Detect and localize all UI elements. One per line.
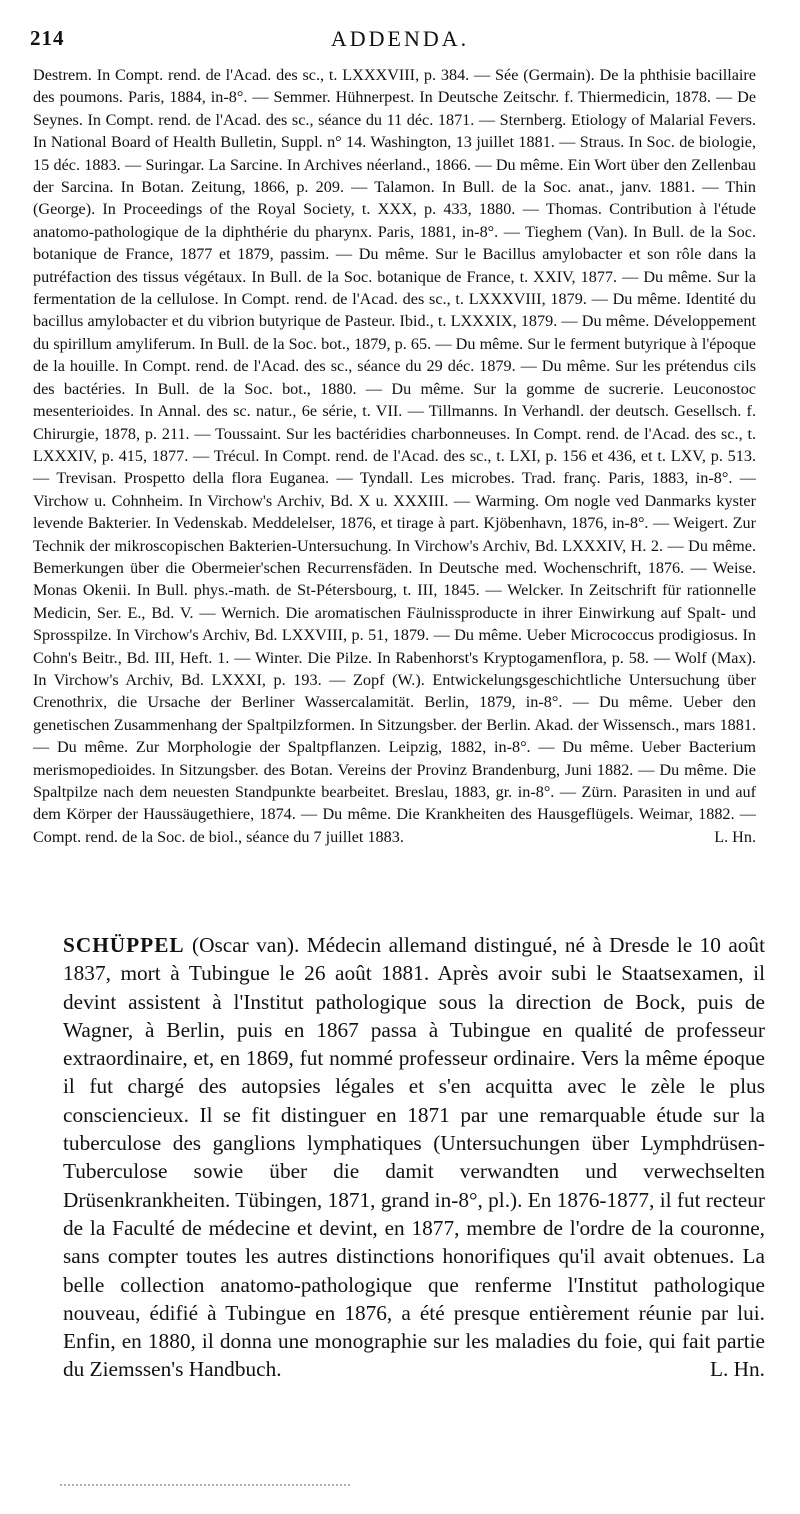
entry-text: (Oscar van). Médecin allemand distingué, né à Dresde le 10 août 1837, mort à Tubingue le 26 août 1881. Après avoir subi le Staatsexamen, il devint assistent à l'Institut pathologique sous la direction de Bock, puis de Wagner, à Berlin, puis en 1867 passa à Tubingue en qualité de professeur extraordinaire, et, en 1869, fut nommé professeur ordinaire. Vers la même époque il fut chargé des autopsies légales et s'en acquitta avec le zèle le plus consciencieux. Il se fit distinguer en 1871 par une remarquable étude sur la tuberculose des ganglions lymphatiques (Untersuchungen über Lymphdrüsen-Tuberculose sowie über die damit verwandten und verwechselten Drüsenkrankheiten. Tübingen, 1871, grand in-8°, pl.). En 1876-1877, il fut recteur de la Faculté de médecine et devint, en 1877, membre de l'ordre de la couronne, sans compter toutes les autres distinctions honorifiques qu'il avait obtenues. La belle collection anatomo-pathologique que renferme l'Institut pathologique nouveau, édifié à Tubingue en 1876, a été presque entièrement réunie par lui. Enfin, en 1880, il donna une monographie sur les maladies du foie, qui fait partie du Ziemssen's Handbuch. xyxy=(63,933,765,1382)
footer-divider xyxy=(60,1484,350,1486)
page-header xyxy=(30,26,770,56)
page-number: 214 xyxy=(30,26,65,50)
bibliography-text: Destrem. In Compt. rend. de l'Acad. des sc., t. LXXXVIII, p. 384. — Sée (Germain). De la phthisie bacillaire des poumons. Paris, 1884, in-8°. — Semmer. Hühnerpest. In Deutsche Zeitschr. f. Thiermedicin, 1878. — De Seynes. In Compt. rend. de l'Acad. des sc., séance du 11 déc. 1871. — Sternberg. Etiology of Malarial Fevers. In National Board of Health Bulletin, Suppl. n° 14. Washington, 13 juillet 1881. — Straus. In Soc. de biologie, 15 déc. 1883. — Suringar. La Sarcine. In Archives néerland., 1866. — Du même. Ein Wort über den Zellenbau der Sarcina. In Botan. Zeitung, 1866, p. 209. — Talamon. In Bull. de la Soc. anat., janv. 1881. — Thin (George). In Proceedings of the Royal Society, t. XXX, p. 433, 1880. — Thomas. Contribution à l'étude anatomo-pathologique de la diphthérie du pharynx. Paris, 1881, in-8°. — Tieghem (Van). In Bull. de la Soc. botanique de France, 1877 et 1879, passim. — Du même. Sur le Bacillus amylobacter et son rôle dans la putréfaction des tissus végétaux. In Bull. de la Soc. botanique de France, t. XXIV, 1877. — Du même. Sur la fermentation de la cellulose. In Compt. rend. de l'Acad. des sc., t. LXXXVIII, 1879. — Du même. Identité du bacillus amylobacter et du vibrion butyrique de Pasteur. Ibid., t. LXXXIX, 1879. — Du même. Développement du spirillum amyliferum. In Bull. de la Soc. bot., 1879, p. 65. — Du même. Sur le ferment butyrique à l'époque de la houille. In Compt. rend. de l'Acad. des sc., séance du 29 déc. 1879. — Du même. Sur les prétendus cils des bactéries. In Bull. de la Soc. bot., 1880. — Du même. Sur la gomme de sucrerie. Leuconostoc mesenterioides. In Annal. des sc. natur., 6e série, t. VII. — Tillmanns. In Verhandl. der deutsch. Gesellsch. f. Chirurgie, 1878, p. 211. — Toussaint. Sur les bactéridies charbonneuses. In Compt. rend. de l'Acad. des sc., t. LXXXIV, p. 415, 1877. — Trécul. In Compt. rend. de l'Acad. des sc., t. LXI, p. 156 et 436, et t. LXV, p. 513. — Trevisan. Prospetto della flora Euganea. — Tyndall. Les microbes. Trad. franç. Paris, 1883, in-8°. — Virchow u. Cohnheim. In Virchow's Archiv, Bd. X u. XXXIII. — Warming. Om nogle ved Danmarks kyster levende Bakterier. In Vedenskab. Meddelelser, 1876, et tirage à part. Kjöbenhavn, 1876, in-8°. — Weigert. Zur Technik der mikroscopischen Bakterien-Untersuchung. In Virchow's Archiv, Bd. LXXXIV, H. 2. — Du même. Bemerkungen über die Obermeier'schen Recurrensfäden. In Deutsche med. Wochenschrift, 1876. — Weise. Monas Okenii. In Bull. phys.-math. de St-Pétersbourg, t. III, 1845. — Welcker. In Zeitschrift für rationnelle Medicin, Ser. E., Bd. V. — Wernich. Die aromatischen Fäulnissproducte in ihrer Einwirkung auf Spalt- und Sprosspilze. In Virchow's Archiv, Bd. LXXVIII, p. 51, 1879. — Du même. Ueber Micrococcus prodigiosus. In Cohn's Beitr., Bd. III, Heft. 1. — Winter. Die Pilze. In Rabenhorst's Kryptogamenflora, p. 58. — Wolf (Max). In Virchow's Archiv, Bd. LXXXI, p. 193. — Zopf (W.). Entwickelungsgeschichtliche Untersuchung über Crenothrix, die Ursache der Berliner Wassercalamität. Berlin, 1879, in-8°. — Du même. Ueber den genetischen Zusammenhang der Spaltpilzformen. In Sitzungsber. der Berlin. Akad. der Wissensch., mars 1881. — Du même. Zur Morphologie der Spaltpflanzen. Leipzig, 1882, in-8°. — Du même. Ueber Bacterium merismopedioides. In Sitzungsber. des Botan. Vereins der Provinz Brandenburg, Juni 1882. — Du même. Die Spaltpilze nach dem neuesten Standpunkte bearbeitet. Breslau, 1883, gr. in-8°. — Zürn. Parasiten in und auf dem Körper der Haussäugethiere, 1874. — Du même. Die Krankheiten des Hausgeflügels. Weimar, 1882. — Compt. rend. de la Soc. de biol., séance du 7 juillet 1883. xyxy=(33,66,756,846)
encyclopedia-entry xyxy=(63,931,765,1384)
bibliography-paragraph xyxy=(33,64,756,848)
running-title: ADDENDA. xyxy=(330,26,470,51)
bibliography-block xyxy=(33,64,756,848)
bibliography-signature: L. Hn. xyxy=(714,827,756,846)
entry-headword: SCHÜPPEL xyxy=(63,933,185,957)
entry-paragraph xyxy=(63,931,765,1384)
entry-signature: L. Hn. xyxy=(709,1357,765,1382)
